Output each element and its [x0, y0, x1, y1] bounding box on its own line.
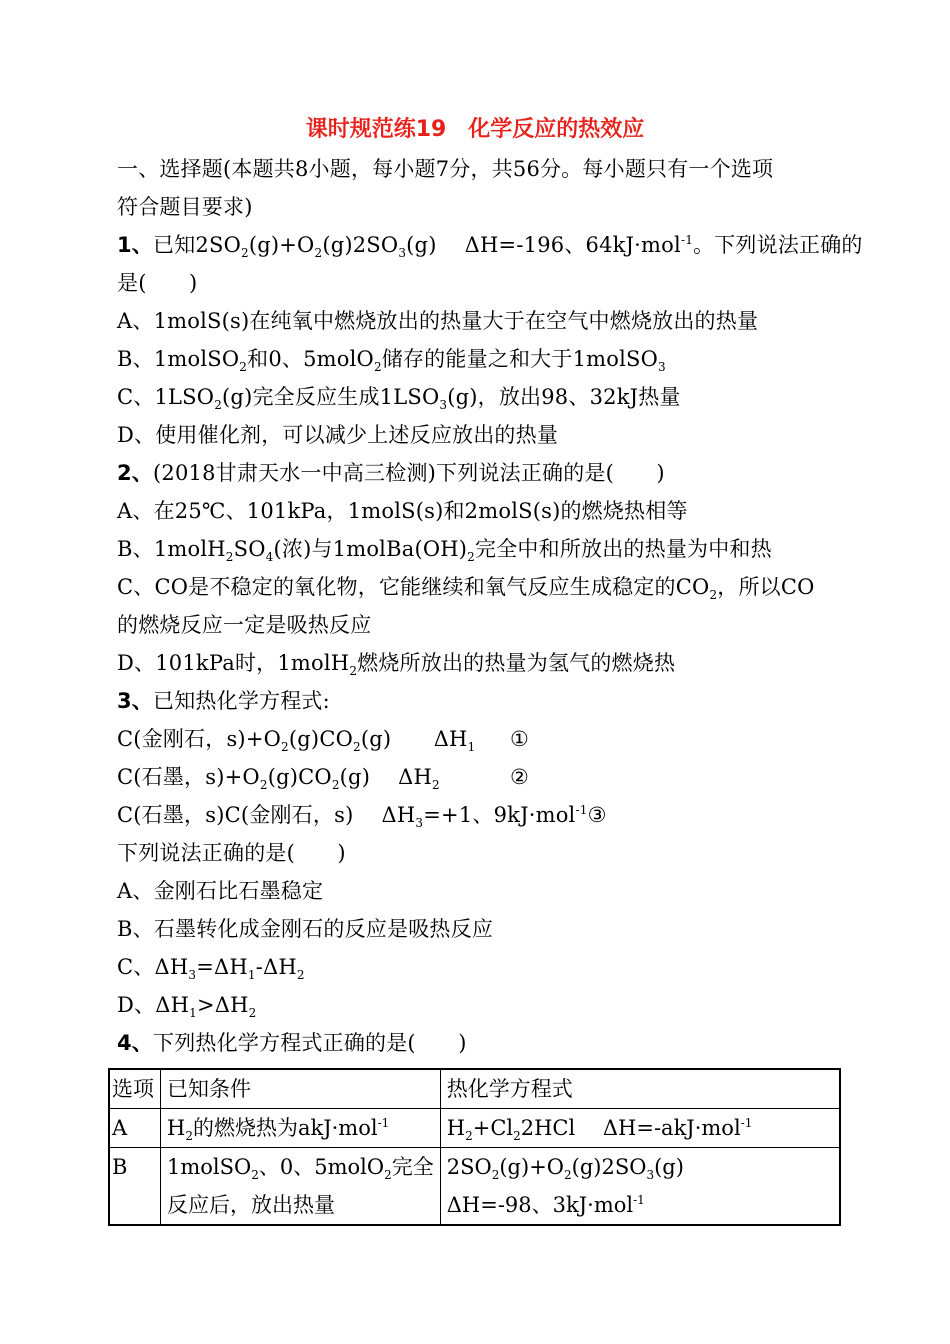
q1-option-a: A、1molS(s)在纯氧中燃烧放出的热量大于在空气中燃烧放出的热量	[117, 309, 759, 333]
q3-equation-2: C(石墨，$s)+O_2(g)CO_2(g)$ $\Delta H_2$	[117, 765, 440, 793]
q1-number: 1、	[117, 233, 154, 257]
q3-equation-2-mark: ②	[510, 765, 530, 789]
q1-stem: 1、已知$2SO_2(g)+O_2(g)2SO_3(g)$ ΔH=-196、64kJ·mol$^{-1}$。下列说法正确的	[117, 233, 863, 261]
q4-stem: 4、下列热化学方程式正确的是( )	[117, 1031, 467, 1055]
table-header-condition: 已知条件	[161, 1069, 441, 1109]
q3-option-b: B、石墨转化成金刚石的反应是吸热反应	[117, 917, 494, 941]
table-cell-condition: 1molSO$_2$、0、5molO$_2$完全 反应后，放出热量	[161, 1148, 441, 1226]
table-cell-equation: $H_2+Cl_22HCl$ ΔH=-akJ·mol$^{-1}$	[440, 1109, 840, 1148]
q4-number: 4、	[117, 1031, 154, 1055]
q3-option-a: A、金刚石比石墨稳定	[117, 879, 324, 903]
table-row	[109, 1109, 840, 1148]
section-header-cont: 符合题目要求)	[117, 195, 253, 219]
q2-option-b: B、$1molH_2SO_4$(浓)与$1molBa(OH)_2$完全中和所放出的热量为中和热	[117, 537, 772, 565]
q1-option-d: D、使用催化剂，可以减少上述反应放出的热量	[117, 423, 559, 447]
q1-stem-cont: 是( )	[117, 271, 198, 295]
q3-option-d: D、$\Delta H_1>\Delta H_2$	[117, 993, 257, 1021]
table-cell-equation: $2SO_2(g)+O_2(g)2SO_3(g)$ ΔH=-98、3kJ·mol$^{-1}$	[440, 1148, 840, 1226]
table-header-equation: 热化学方程式	[440, 1069, 840, 1109]
q2-option-c: C、CO是不稳定的氧化物，它能继续和氧气反应生成稳定的$CO_2$，所以CO	[117, 575, 815, 603]
table-cell-option: A	[109, 1109, 161, 1148]
table-cell-option: B	[109, 1148, 161, 1226]
q2-stem: 2、(2018甘肃天水一中高三检测)下列说法正确的是( )	[117, 461, 665, 485]
table-cell-condition: $H_2$的燃烧热为akJ·mol$^{-1}$	[161, 1109, 441, 1148]
q2-option-d: D、101kPa时，1molH$_2$燃烧所放出的热量为氢气的燃烧热	[117, 651, 676, 679]
table-header-row	[109, 1069, 840, 1109]
q2-number: 2、	[117, 461, 154, 485]
q3-number: 3、	[117, 689, 154, 713]
table-header-option: 选项	[109, 1069, 161, 1109]
q2-option-c-cont: 的燃烧反应一定是吸热反应	[117, 613, 372, 637]
q3-option-c: C、$\Delta H_3=\Delta H_1-\Delta H_2$	[117, 955, 305, 983]
q3-ask: 下列说法正确的是( )	[117, 841, 346, 865]
table-row	[109, 1148, 840, 1226]
section-header: 一、选择题(本题共8小题，每小题7分，共56分。每小题只有一个选项	[117, 157, 774, 181]
page-title: 课时规范练19 化学反应的热效应	[305, 117, 645, 142]
q4-table	[108, 1068, 841, 1226]
q1-option-c: C、$1LSO_2(g)$完全反应生成$1LSO_3(g)$，放出98、32kJ热量	[117, 385, 681, 413]
q2-option-a: A、在25℃、101kPa，1molS(s)和2molS(s)的燃烧热相等	[117, 499, 688, 523]
q3-stem: 3、已知热化学方程式:	[117, 689, 330, 713]
q3-equation-1: C(金刚石，$s)+O_2(g)CO_2(g)$ $\Delta H_1$	[117, 727, 476, 755]
q3-equation-3: C(石墨，s)C(金刚石，s) $\Delta H_3=+1$、9kJ·mol$^{-1}$③	[117, 803, 607, 831]
q3-equation-1-mark: ①	[510, 727, 530, 751]
q1-option-b: B、1molSO$_2$和0、5molO$_2$储存的能量之和大于1molSO$_3$	[117, 347, 666, 375]
